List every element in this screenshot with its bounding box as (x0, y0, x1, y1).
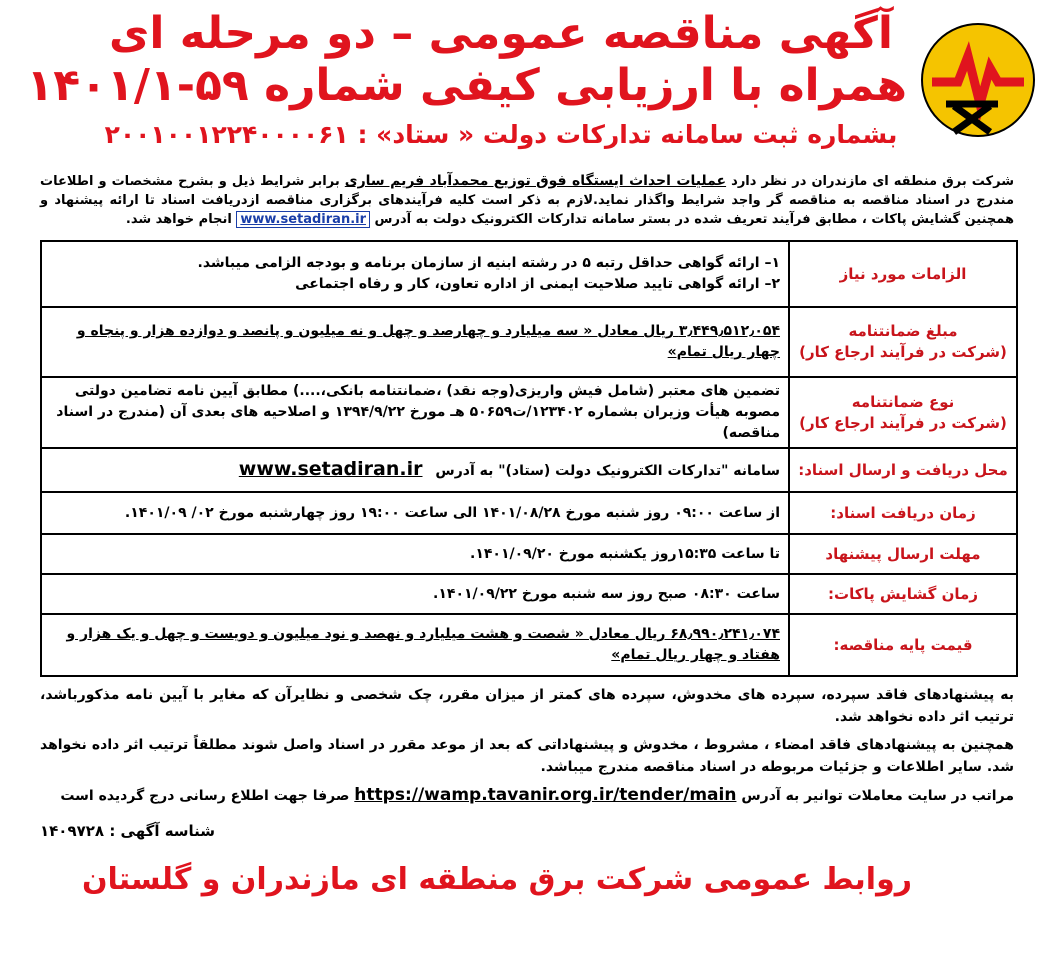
guarantee-amount-value: ۳٫۴۴۹٫۵۱۲٫۰۵۴ ریال معادل « سه میلیارد و چهارصد و چهل و نه میلیون و پانصد و دوازده هزار و پنجاه و چهار ریال تمام» (41, 307, 789, 377)
table-row (41, 448, 1017, 492)
intro-part-3: انجام خواهد شد. (125, 212, 232, 227)
notes-section (40, 684, 1014, 813)
document-location-label: محل دریافت و ارسال اسناد: (789, 448, 1017, 492)
intro-part-1: شرکت برق منطقه ای مازندران در نظر دارد (731, 174, 1014, 189)
ad-id: شناسه آگهی : ۱۴۰۹۷۲۸ (40, 822, 216, 840)
requirement-item-1: ۱– ارائه گواهی حداقل رتبه ۵ در رشته ابنیه از سازمان برنامه و بودجه الزامی میباشد. (197, 255, 780, 271)
base-price-value: ۶۸٫۹۹۰٫۲۴۱٫۰۷۴ ریال معادل « شصت و هشت میلیارد و نهصد و نود میلیون و دویست و چهل و یک هزار و هفتاد و چهار ریال تمام» (41, 614, 789, 676)
intro-part-2: برابر شرایط ذیل و بشرح مشخصات و اطلاعات مندرج در اسناد مناقصه به مناقصه گر واجد شرایط واگذار نماید.لازم به ذکر است کلیه فرآیندهای برگزاری مناقصه ازدریافت اسناد تا ارائه پیشنهاد و همچنین گشایش پاکات ، مطابق فرآیند تعریف شده در بستر سامانه تدارکات الکترونیک دولت به آدرس (40, 174, 1014, 227)
setadiran-url[interactable]: www.setadiran.ir (238, 457, 423, 480)
submission-deadline-value: تا ساعت ۱۵:۳۵روز یکشنبه مورخ ۱۴۰۱/۰۹/۲۰. (41, 534, 789, 574)
table-row (41, 574, 1017, 614)
table-row (41, 614, 1017, 676)
tender-details-table (40, 240, 1018, 677)
requirements-label: الزامات مورد نیاز (789, 241, 1017, 307)
title-line-2: همراه با ارزیابی کیفی شماره ۵۹-۱۴۰۱/۱ (26, 60, 907, 111)
requirement-item-2: ۲– ارائه گواهی تایید صلاحیت ایمنی از اداره تعاون، کار و رفاه اجتماعی (295, 276, 780, 292)
document-location-text: سامانه "تدارکات الکترونیک دولت (ستاد)" به آدرس (435, 462, 780, 479)
tavanir-logo-icon (918, 20, 1038, 140)
note-3-after: صرفا جهت اطلاع رسانی درج گردیده است (60, 788, 350, 804)
title-line-1: آگهی مناقصه عمومی – دو مرحله ای (109, 8, 893, 59)
table-row (41, 241, 1017, 307)
guarantee-type-value: تضمین های معتبر (شامل فیش واریزی(وجه نقد) ،ضمانتنامه بانکی،....) مطابق آیین نامه تضامین دولتی مصوبه هیأت وزیران بشماره ۱۲۳۴۰۲/ت۵۰۶۵۹ هـ مورخ ۱۳۹۴/۹/۲۲ و اصلاحیه های بعدی آن (مندرج در اسناد مناقصه) (41, 377, 789, 448)
guarantee-type-label-line-1: نوع ضمانتنامه (851, 392, 955, 411)
notice-header (26, 8, 907, 152)
submission-deadline-label: مهلت ارسال پیشنهاد (789, 534, 1017, 574)
guarantee-type-label (789, 377, 1017, 448)
table-row (41, 307, 1017, 377)
opening-time-label: زمان گشایش پاکات: (789, 574, 1017, 614)
intro-paragraph (40, 172, 1014, 229)
opening-time-value: ساعت ۰۸:۳۰ صبح روز سه شنبه مورخ ۱۴۰۱/۰۹/۲۲. (41, 574, 789, 614)
guarantee-type-label-line-2: (شرکت در فرآیند ارجاع کار) (799, 413, 1007, 432)
requirements-value (41, 241, 789, 307)
setadiran-link[interactable]: www.setadiran.ir (236, 211, 370, 228)
note-3-before: مراتب در سایت معاملات توانیر به آدرس (741, 788, 1014, 804)
document-location-value (41, 448, 789, 492)
base-price-label: قیمت پایه مناقصه: (789, 614, 1017, 676)
table-row (41, 534, 1017, 574)
guarantee-amount-label-line-2: (شرکت در فرآیند ارجاع کار) (799, 343, 1007, 361)
tavanir-tender-link[interactable]: https://wamp.tavanir.org.ir/tender/main (354, 785, 737, 805)
note-1: به پیشنهادهای فاقد سپرده، سپرده های مخدوش، سپرده های کمتر از میزان مقرر، چک شخصی و نظایرآن که مغایر با آیین نامه مذکورباشد، ترتیب اثر داده نخواهد شد. (40, 687, 1014, 725)
note-2: همچنین به پیشنهادهای فاقد امضاء ، مشروط ، مخدوش و پیشنهاداتی که بعد از موعد مقرر در اسناد واصل شوند مطلقاً ترتیب اثر داده نخواهد شد. سایر اطلاعات و جزئیات مربوطه در اسناد مناقصه مندرج میباشد. (40, 737, 1014, 775)
note-3 (40, 784, 1014, 807)
guarantee-amount-label-line-1: مبلغ ضمانتنامه (848, 322, 958, 340)
table-row (41, 377, 1017, 448)
document-time-label: زمان دریافت اسناد: (789, 492, 1017, 534)
project-title: عملیات احداث ایستگاه فوق توزیع محمدآباد فریم ساری (344, 173, 727, 189)
footer-signature: روابط عمومی شرکت برق منطقه ای مازندران و گلستان (81, 862, 912, 897)
table-row (41, 492, 1017, 534)
guarantee-amount-label (789, 307, 1017, 377)
document-time-value: از ساعت ۰۹:۰۰ روز شنبه مورخ ۱۴۰۱/۰۸/۲۸ الی ساعت ۱۹:۰۰ روز چهارشنبه مورخ ۰۲/ ۱۴۰۱/۰۹. (41, 492, 789, 534)
registration-number: بشماره ثبت سامانه تدارکات دولت « ستاد» : ۲۰۰۱۰۰۱۲۲۴۰۰۰۰۶۱ (104, 120, 898, 149)
